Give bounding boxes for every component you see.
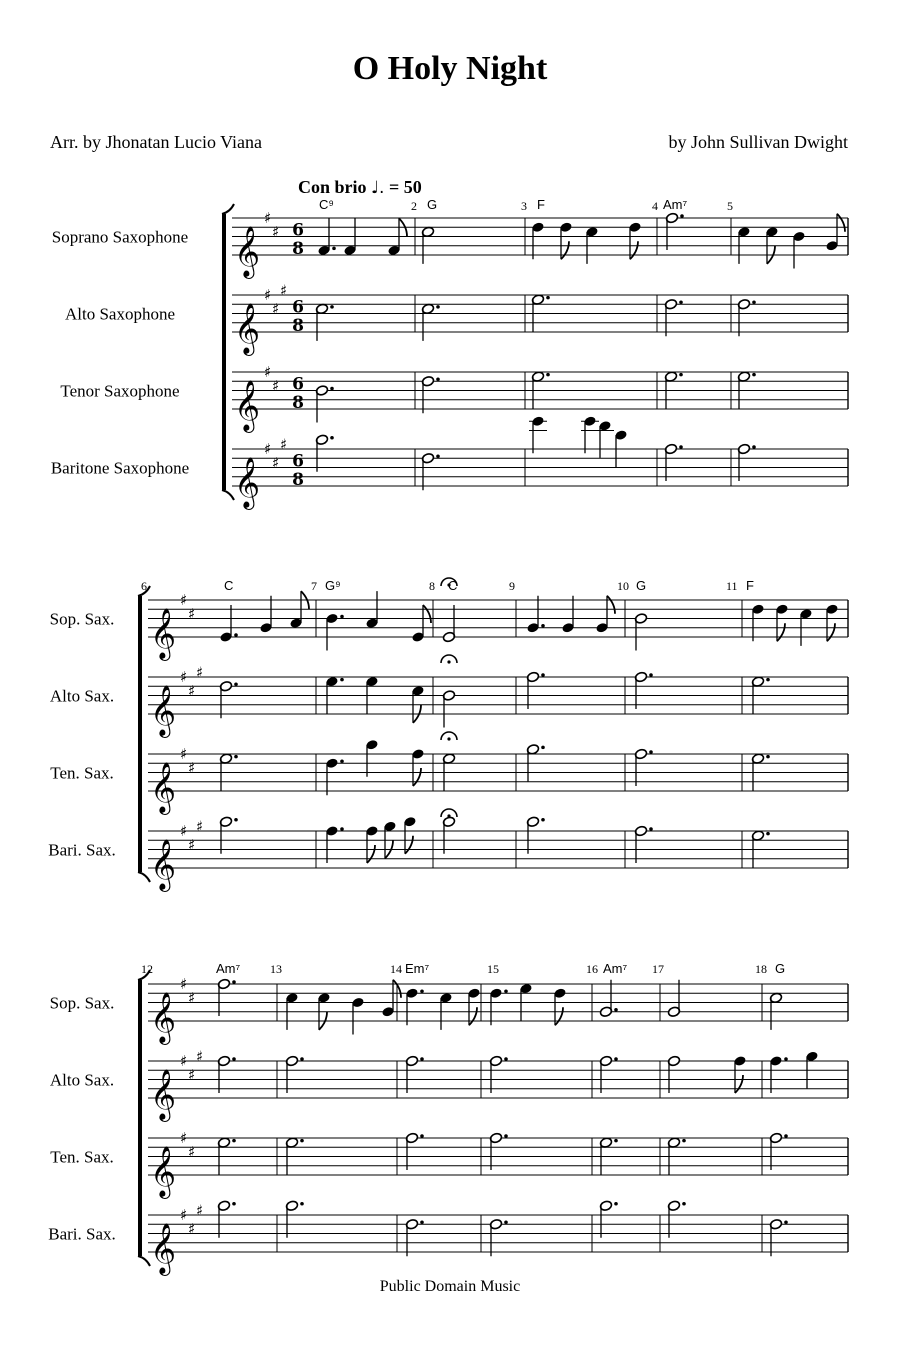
- staff-1: [232, 212, 848, 268]
- augmentation-dot: [504, 1134, 508, 1138]
- system-1: [222, 204, 848, 500]
- treble-clef-icon: 𝄞: [150, 685, 177, 736]
- measure-number: 11: [726, 579, 738, 593]
- augmentation-dot: [300, 1202, 304, 1206]
- augmentation-dot: [330, 387, 334, 391]
- augmentation-dot: [614, 1202, 618, 1206]
- sharp-icon: ♯: [188, 1142, 196, 1161]
- augmentation-dot: [436, 454, 440, 458]
- augmentation-dot: [234, 755, 238, 759]
- instrument-name: Tenor Saxophone: [60, 381, 180, 401]
- augmentation-dot: [300, 1057, 304, 1061]
- staff-4: [232, 415, 848, 490]
- measure-number: 4: [652, 199, 658, 213]
- sharp-icon: ♯: [180, 822, 188, 840]
- chord-symbol: Am⁷: [663, 197, 688, 212]
- sharp-icon: ♯: [180, 591, 188, 609]
- augmentation-dot: [546, 373, 550, 377]
- augmentation-dot: [682, 1139, 686, 1143]
- measure-number: 12: [141, 962, 153, 976]
- measure-number: 16: [586, 962, 598, 976]
- dotted-quarter-note-icon: ♩.: [371, 178, 385, 198]
- augmentation-dot: [232, 1202, 236, 1206]
- staff-2: [148, 1051, 848, 1098]
- instrument-name: Alto Saxophone: [64, 304, 176, 324]
- augmentation-dot: [680, 214, 684, 218]
- sharp-icon: ♯: [264, 286, 272, 304]
- sharp-icon: ♯: [196, 663, 204, 682]
- sharp-icon: ♯: [280, 281, 288, 300]
- measure-number: 2: [411, 199, 417, 213]
- treble-clef-icon: 𝄞: [234, 303, 261, 354]
- instrument-name: Sop. Sax.: [49, 993, 115, 1013]
- sharp-icon: ♯: [264, 440, 272, 458]
- chord-symbol: Am⁷: [603, 961, 628, 976]
- chord-symbol: G⁹: [325, 578, 341, 593]
- sharp-icon: ♯: [180, 1206, 188, 1224]
- augmentation-dot: [649, 827, 653, 831]
- note-flag: [469, 1007, 477, 1025]
- time-signature-numerator: 6: [292, 220, 304, 241]
- footer-text: Public Domain Music: [379, 1278, 521, 1295]
- sharp-icon: ♯: [188, 604, 196, 623]
- fermata-dot: [447, 660, 450, 663]
- sharp-icon: ♯: [272, 376, 280, 395]
- sharp-icon: ♯: [280, 435, 288, 454]
- measure-number: 3: [521, 199, 527, 213]
- chord-symbol: G: [775, 961, 786, 976]
- chord-symbol: Em⁷: [405, 961, 430, 976]
- augmentation-dot: [232, 980, 236, 984]
- staff-3: [148, 1132, 848, 1175]
- augmentation-dot: [614, 1008, 618, 1012]
- measure-number: 15: [487, 962, 499, 976]
- augmentation-dot: [541, 818, 545, 822]
- instrument-name: Bari. Sax.: [48, 1224, 116, 1244]
- time-signature-denominator: 8: [292, 316, 304, 336]
- chord-symbol: C: [224, 578, 234, 593]
- staff-3: [232, 371, 848, 423]
- sharp-icon: ♯: [188, 835, 196, 854]
- sharp-icon: ♯: [180, 975, 188, 993]
- treble-clef-icon: 𝄞: [150, 762, 177, 813]
- sharp-icon: ♯: [196, 1201, 204, 1220]
- augmentation-dot: [232, 1139, 236, 1143]
- augmentation-dot: [234, 682, 238, 686]
- measure-number: 14: [390, 962, 402, 976]
- bracket-top-hook: [222, 204, 234, 214]
- measure-number: 6: [141, 579, 147, 593]
- augmentation-dot: [504, 1220, 508, 1224]
- augmentation-dot: [330, 305, 334, 309]
- augmentation-dot: [234, 633, 238, 637]
- bracket-bottom-hook: [222, 490, 234, 500]
- augmentation-dot: [541, 673, 545, 677]
- chord-symbol: G: [636, 578, 647, 593]
- augmentation-dot: [541, 624, 545, 628]
- measure-number: 9: [509, 579, 515, 593]
- augmentation-dot: [679, 445, 683, 449]
- instrument-name: Soprano Saxophone: [51, 227, 189, 247]
- sharp-icon: ♯: [196, 1047, 204, 1066]
- augmentation-dot: [614, 1057, 618, 1061]
- augmentation-dot: [766, 678, 770, 682]
- measure-number: 13: [270, 962, 282, 976]
- score-title: O Holy Night: [352, 50, 548, 87]
- sharp-icon: ♯: [188, 988, 196, 1007]
- augmentation-dot: [649, 673, 653, 677]
- tempo-text: Con brio: [298, 177, 367, 197]
- augmentation-dot: [679, 300, 683, 304]
- time-signature-numerator: 6: [292, 451, 304, 472]
- instrument-name: Alto Sax.: [49, 686, 115, 706]
- augmentation-dot: [420, 989, 424, 993]
- instrument-name: Sop. Sax.: [49, 609, 115, 629]
- note-flag: [423, 605, 431, 623]
- chord-symbol: C: [448, 578, 458, 593]
- chord-symbol: Am⁷: [216, 961, 241, 976]
- note-flag: [413, 768, 421, 786]
- time-signature-numerator: 6: [292, 297, 304, 318]
- augmentation-dot: [420, 1134, 424, 1138]
- augmentation-dot: [541, 746, 545, 750]
- augmentation-dot: [504, 1057, 508, 1061]
- staff-2: [148, 655, 848, 728]
- instrument-name: Bari. Sax.: [48, 840, 116, 860]
- note-flag: [837, 214, 845, 232]
- note-flag: [405, 836, 413, 854]
- sharp-icon: ♯: [188, 681, 196, 700]
- treble-clef-icon: 𝄞: [150, 992, 177, 1043]
- staff-1: [148, 578, 848, 651]
- treble-clef-icon: 𝄞: [234, 380, 261, 431]
- arranger-credit: Arr. by Jhonatan Lucio Viana: [50, 132, 263, 152]
- instrument-name: Alto Sax.: [49, 1070, 115, 1090]
- treble-clef-icon: 𝄞: [150, 1146, 177, 1197]
- sharp-icon: ♯: [180, 1129, 188, 1147]
- measure-number: 17: [652, 962, 664, 976]
- staff-4: [148, 809, 848, 868]
- note-flag: [735, 1075, 743, 1093]
- system-2: [138, 578, 848, 882]
- treble-clef-icon: 𝄞: [234, 457, 261, 508]
- augmentation-dot: [649, 750, 653, 754]
- note-flag: [827, 623, 835, 641]
- sharp-icon: ♯: [264, 209, 272, 227]
- staff-3: [148, 732, 848, 795]
- augmentation-dot: [682, 1202, 686, 1206]
- augmentation-dot: [784, 1057, 788, 1061]
- augmentation-dot: [436, 305, 440, 309]
- treble-clef-icon: 𝄞: [150, 839, 177, 890]
- augmentation-dot: [340, 678, 344, 682]
- note-flag: [367, 845, 375, 863]
- chord-symbol: G: [427, 197, 438, 212]
- augmentation-dot: [784, 1134, 788, 1138]
- measure-number: 10: [617, 579, 629, 593]
- augmentation-dot: [784, 1220, 788, 1224]
- augmentation-dot: [332, 247, 336, 251]
- chord-symbol: F: [746, 578, 754, 593]
- augmentation-dot: [340, 615, 344, 619]
- bracket-bottom-hook: [138, 872, 150, 882]
- time-signature-denominator: 8: [292, 393, 304, 413]
- treble-clef-icon: 𝄞: [234, 226, 261, 277]
- measure-number: 18: [755, 962, 767, 976]
- treble-clef-icon: 𝄞: [150, 608, 177, 659]
- augmentation-dot: [420, 1057, 424, 1061]
- sharp-icon: ♯: [196, 817, 204, 836]
- tempo-value: = 50: [388, 177, 422, 197]
- sharp-icon: ♯: [188, 1219, 196, 1238]
- sharp-icon: ♯: [180, 1052, 188, 1070]
- augmentation-dot: [232, 1057, 236, 1061]
- staff-4: [148, 1200, 848, 1256]
- note-flag: [561, 241, 569, 259]
- augmentation-dot: [752, 373, 756, 377]
- augmentation-dot: [340, 827, 344, 831]
- sharp-icon: ♯: [272, 453, 280, 472]
- system-3: [138, 970, 848, 1266]
- augmentation-dot: [340, 759, 344, 763]
- sharp-icon: ♯: [272, 299, 280, 318]
- augmentation-dot: [546, 296, 550, 300]
- instrument-name: Ten. Sax.: [50, 763, 114, 783]
- measure-number: 8: [429, 579, 435, 593]
- treble-clef-icon: 𝄞: [150, 1069, 177, 1120]
- bracket-bottom-hook: [138, 1256, 150, 1266]
- augmentation-dot: [420, 1220, 424, 1224]
- chord-symbol: F: [537, 197, 545, 212]
- staff-2: [232, 294, 848, 341]
- time-signature-denominator: 8: [292, 470, 304, 490]
- sharp-icon: ♯: [264, 363, 272, 381]
- note-flag: [607, 596, 615, 614]
- instrument-name: Baritone Saxophone: [50, 458, 190, 478]
- sharp-icon: ♯: [272, 222, 280, 241]
- augmentation-dot: [679, 373, 683, 377]
- augmentation-dot: [436, 377, 440, 381]
- measure-number: 5: [727, 199, 733, 213]
- augmentation-dot: [300, 1139, 304, 1143]
- augmentation-dot: [752, 300, 756, 304]
- note-flag: [777, 623, 785, 641]
- sharp-icon: ♯: [188, 758, 196, 777]
- sharp-icon: ♯: [188, 1065, 196, 1084]
- augmentation-dot: [504, 989, 508, 993]
- staff-1: [148, 978, 848, 1034]
- augmentation-dot: [752, 445, 756, 449]
- measure-number: 7: [311, 579, 317, 593]
- augmentation-dot: [766, 755, 770, 759]
- note-flag: [555, 1007, 563, 1025]
- augmentation-dot: [766, 832, 770, 836]
- time-signature-denominator: 8: [292, 239, 304, 259]
- chord-symbol: C⁹: [319, 197, 334, 212]
- time-signature-numerator: 6: [292, 374, 304, 395]
- sharp-icon: ♯: [180, 668, 188, 686]
- fermata-dot: [447, 814, 450, 817]
- composer-credit: by John Sullivan Dwight: [668, 132, 848, 152]
- note-flag: [630, 241, 638, 259]
- augmentation-dot: [614, 1139, 618, 1143]
- augmentation-dot: [330, 436, 334, 440]
- fermata-dot: [447, 737, 450, 740]
- augmentation-dot: [234, 818, 238, 822]
- instrument-name: Ten. Sax.: [50, 1147, 114, 1167]
- treble-clef-icon: 𝄞: [150, 1223, 177, 1274]
- sharp-icon: ♯: [180, 745, 188, 763]
